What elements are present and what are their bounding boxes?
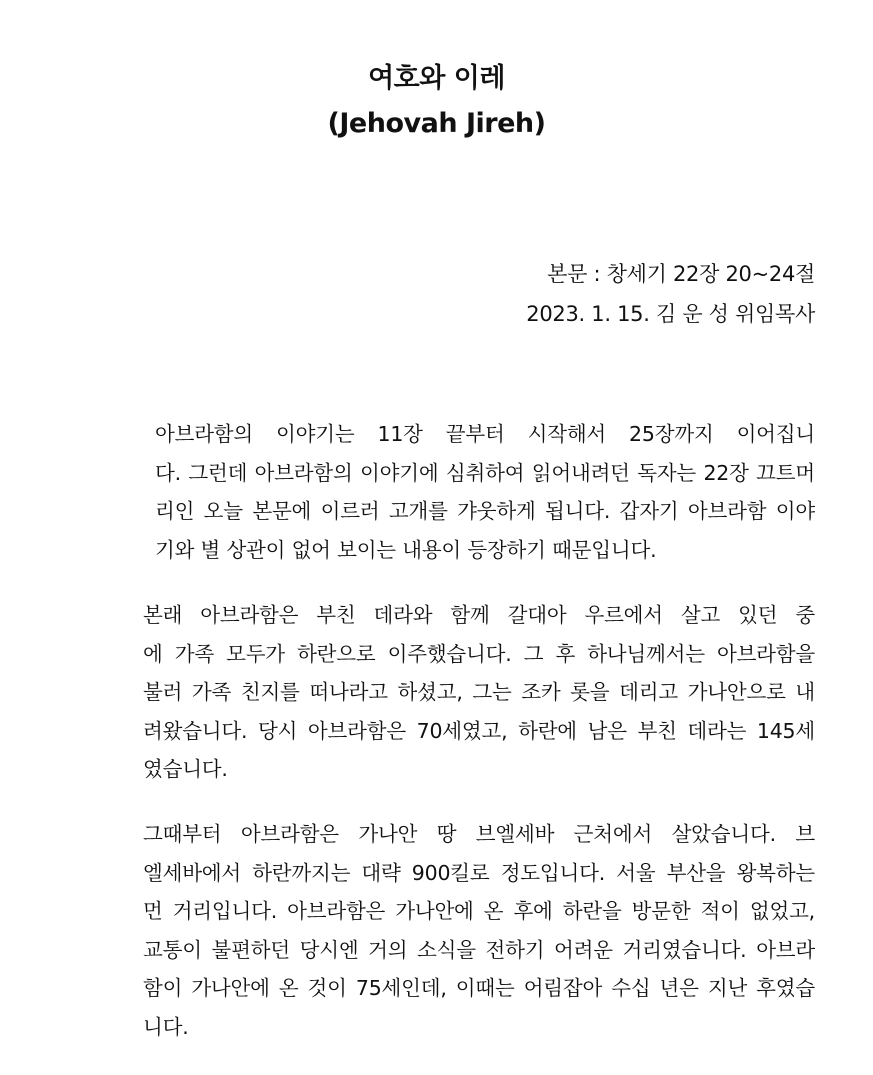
paragraph-1 xyxy=(59,415,815,569)
paragraph-line: 였습니다. xyxy=(143,757,228,781)
sermon-title-english: (Jehovah Jireh) xyxy=(327,108,546,139)
paragraph-line: 그때부터 아브라함은 가나안 땅 브엘세바 근처에서 살았습니다. 브 xyxy=(143,822,815,846)
paragraph-line: 먼 거리입니다. 아브라함은 가나안에 온 후에 하란을 방문한 적이 없었고, xyxy=(143,899,815,923)
paragraph-line: 에 가족 모두가 하란으로 이주했습니다. 그 후 하나님께서는 아브라함을 xyxy=(143,641,815,666)
paragraph-line: 다. 그런데 아브라함의 이야기에 심취하여 읽어내려던 독자는 22장 끄트머 xyxy=(155,460,815,485)
paragraph-line: 불러 가족 친지를 떠나라고 하셨고, 그는 조카 롯을 데리고 가나안으로 내 xyxy=(143,680,815,704)
scripture-reference: 본문 : 창세기 22장 20~24절 xyxy=(547,262,815,286)
date-and-author: 2023. 1. 15. 김 운 성 위임목사 xyxy=(526,302,815,326)
paragraph-line: 본래 아브라함은 부친 데라와 함께 갈대아 우르에서 살고 있던 중 xyxy=(143,603,815,627)
paragraph-line: 리인 오늘 본문에 이르러 고개를 갸웃하게 됩니다. 갑자기 아브라함 이야 xyxy=(155,499,815,523)
paragraph-3 xyxy=(59,815,815,1046)
sermon-title-korean: 여호와 이레 xyxy=(368,63,505,94)
paragraph-line: 려왔습니다. 당시 아브라함은 70세였고, 하란에 남은 부친 데라는 145세 xyxy=(143,718,815,743)
paragraph-line: 교통이 불편하던 당시엔 거의 소식을 전하기 어려운 거리였습니다. 아브라 xyxy=(143,937,815,962)
paragraph-line: 엘세바에서 하란까지는 대략 900킬로 정도입니다. 서울 부산을 왕복하는 xyxy=(143,860,815,885)
paragraph-line: 기와 별 상관이 없어 보이는 내용이 등장하기 때문입니다. xyxy=(155,537,657,562)
paragraph-line: 아브라함의 이야기는 11장 끝부터 시작해서 25장까지 이어집니 xyxy=(155,422,815,446)
paragraph-line: 니다. xyxy=(143,1014,189,1039)
paragraph-2 xyxy=(59,596,815,789)
paragraph-line: 함이 가나안에 온 것이 75세인데, 이때는 어림잡아 수십 년은 지난 후였습 xyxy=(143,976,815,1000)
